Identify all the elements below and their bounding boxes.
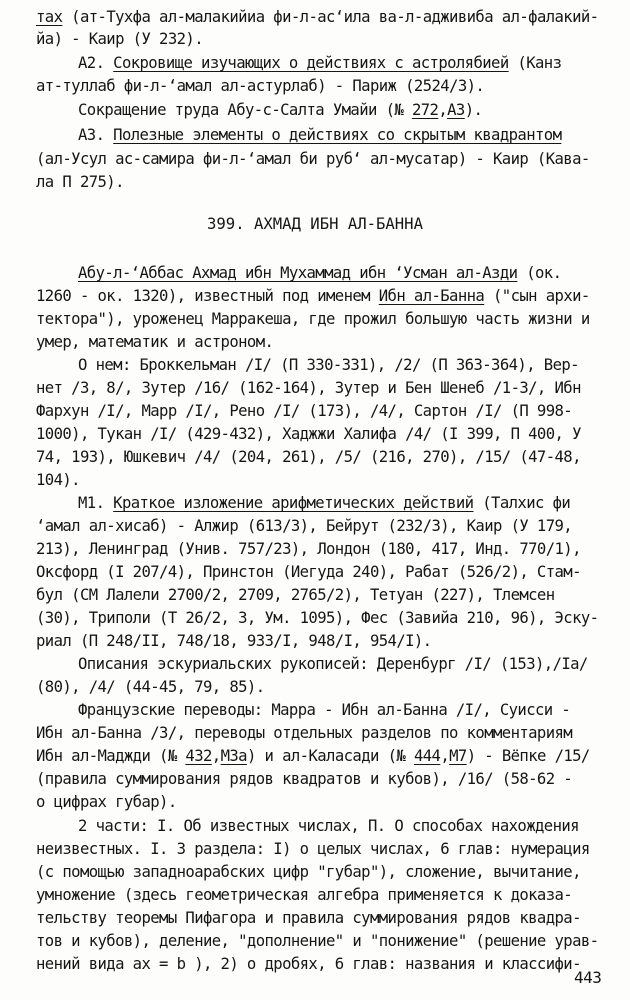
text-line: 2 части: I. Об известных числах, П. О способах нахождения [78,817,579,835]
text-line: (80), /4/ (44-45, 79, 85). [36,678,265,696]
text-line: О нем: Броккельман /I/ (П 330-331), /2/ (П 363-364), Вер- [78,356,579,374]
text-line: йа) - Каир (У 232). [36,30,203,48]
cross-reference: 444 [413,747,441,765]
page-number: 443 [574,968,602,987]
text-line: 1260 - ок. 1320), известный под именем Ибн ал-Банна ("сын архи- [36,287,590,305]
text-line: (30), Триполи (Т 26/2, 3, Ум. 1095), Фес (Завийа 210, 96), Эску- [36,609,599,627]
text-line: умножение (здесь геометрическая алгебра применяется к доказа- [36,886,573,904]
text-line: ат-туллаб фи-л-‘амал ал-астурлаб) - Париж (2524/3). [36,77,485,95]
cross-reference: М3а [220,747,247,765]
text-line: Описания эскуриальских рукописей: Деренбург /I/ (153),/Ia/ [78,655,588,673]
text-line: риал (П 248/II, 748/18, 933/I, 948/I, 954/I). [36,632,432,650]
text-line: 104). [36,471,80,489]
text-line: тах (ат-Тухфа ал-малакийиа фи-л-ас‘ила ва-л-адживиба ал-фалакий- [36,8,599,26]
section-heading: 399. АХМАД ИБН АЛ-БАННА [207,215,423,233]
entry-a2: А2. Сокровище изучающих о действиях с астролябией (Канз [78,54,562,72]
text-line: 1000), Тукан /I/ (429-432), Хаджжи Халифа /4/ (I 399, П 400, У [36,425,581,443]
text-line: нений вида ax = b ), 2) о дробях, 6 глав: названия и классифи- [36,955,581,973]
text-line: о цифрах губар). [36,793,177,811]
cross-reference: А3 [447,101,465,119]
cross-reference: 272 [411,101,439,119]
text-line: 74, 193), Юшкевич /4/ (204, 261), /5/ (216, 270), /15/ (47-48, [36,448,581,466]
author-entry: Абу-л-‘Аббас Ахмад ибн Мухаммад ибн ‘Усман ал-Азди (ок. [78,264,562,282]
cross-reference: 432 [185,747,212,765]
work-title: Краткое изложение арифметических действий [113,494,474,512]
text-line: Сокращение труда Абу-с-Салта Умайи (№ 272,А3). [78,101,483,119]
work-title: Полезные элементы о действиях со скрытым квадрантом [113,126,562,144]
cross-reference: М7 [449,747,467,765]
entry-a3: А3. Полезные элементы о действиях со скрытым квадрантом [78,126,562,144]
text-line: (правила суммирования рядов квадратов и кубов), /16/ (58-62 - [36,770,573,788]
text-line: (с помощью западноарабских цифр "губар"), сложение, вычитание, [36,863,581,881]
work-title: Сокровище изучающих о действиях с астролябией [113,54,509,72]
text-line: Фархун /I/, Марр /I/, Рено /I/ (173), /4/, Сартон /I/ (П 998- [36,402,573,420]
text-line: тельству теоремы Пифагора и правила суммирования рядов квадра- [36,909,581,927]
text-line: тов и кубов), деление, "дополнение" и "понижение" (решение урав- [36,932,599,950]
text-line: умер, математик и астроном. [36,333,274,351]
text-line: (ал-Усул ас-самира фи-л-‘амал би руб‘ ал-мусатар) - Каир (Кава- [36,150,590,168]
author-name: Абу-л-‘Аббас Ахмад ибн Мухаммад ибн ‘Усман ал-Азди [78,264,518,282]
text-line: Оксфорд (I 207/4), Принстон (Иегуда 240), Рабат (526/2), Стам- [36,563,581,581]
text-line: 213), Ленинград (Унив. 757/23), Лондон (180, 417, Инд. 770/1), [36,540,581,558]
text-line: неизвестных. I. 3 раздела: I) о целых числах, 6 глав: нумерация [36,840,590,858]
text-line: Ибн ал-Маджди (№ 432,М3а) и ал-Каласади (№ 444,М7) - Вёпке /15/ [36,747,590,765]
text-line: нет /3, 8/, Зутер /16/ (162-164), Зутер и Бен Шенеб /1-3/, Ибн [36,379,581,397]
text-line: Французские переводы: Марра - Ибн ал-Банна /I/, Суисси - [78,701,571,719]
text-line: Ибн ал-Банна /3/, переводы отдельных разделов по комментариям [36,724,573,742]
entry-m1: М1. Краткое изложение арифметических действий (Талхис фи [78,494,571,512]
text-line: ла П 275). [36,173,124,191]
text-line: бул (СМ Лалели 2700/2, 2709, 2765/2), Тетуан (227), Тлемсен [36,586,555,604]
author-alias: Ибн ал-Банна [378,287,485,305]
text-line: ‘амал ал-хисаб) - Алжир (613/3), Бейрут (232/3), Каир (У 179, [36,517,573,535]
text-line: тектора"), уроженец Марракеша, где прожил большую часть жизни и [36,310,590,328]
underlined-term: тах [36,8,63,26]
